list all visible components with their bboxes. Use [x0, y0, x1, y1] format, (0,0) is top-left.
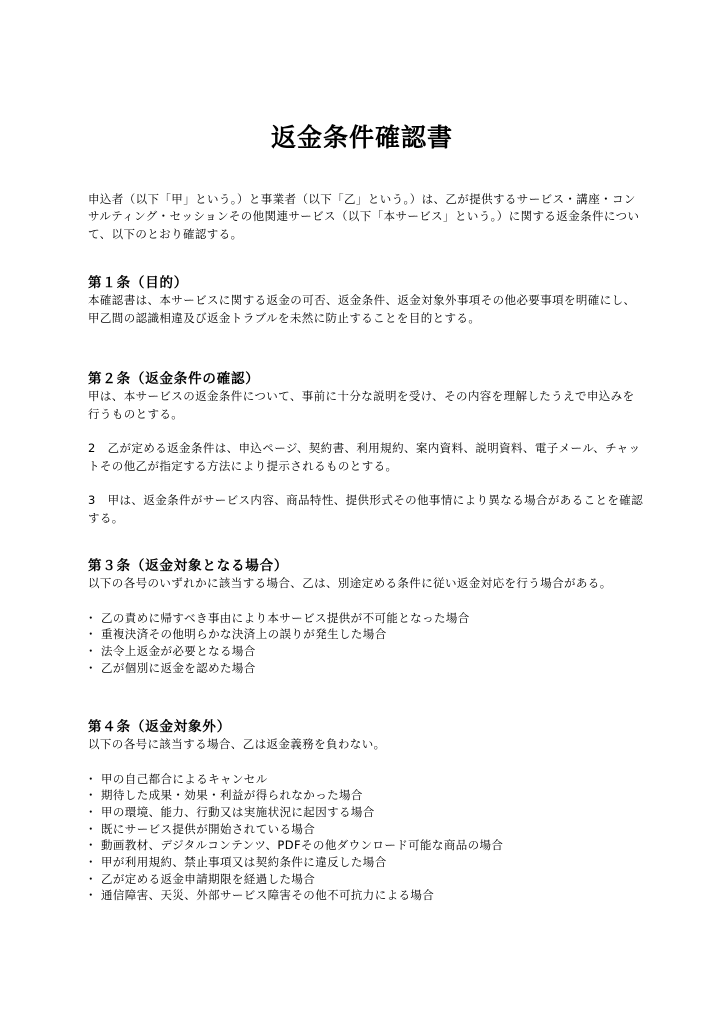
article-1 — [88, 274, 644, 327]
list-item: ・ 甲の自己都合によるキャンセル — [88, 771, 644, 788]
article-paragraph: 以下の各号のいずれかに該当する場合、乙は、別途定める条件に従い返金対応を行う場合がある。 — [88, 576, 612, 590]
article-paragraph: 2 乙が定める返金条件は、申込ページ、契約書、利用規約、案内資料、説明資料、電子メール、チャットその他乙が指定する方法により提示されるものとする。 — [88, 441, 641, 473]
document-title: 返金条件確認書 — [270, 122, 453, 152]
article-3 — [88, 557, 644, 676]
article-paragraph: 本確認書は、本サービスに関する返金の可否、返金条件、返金対象外事項その他必要事項を明確にし、甲乙間の認識相違及び返金トラブルを未然に防止することを目的とする。 — [88, 293, 636, 325]
intro-paragraph: 申込者（以下「甲」という。）と事業者（以下「乙」という。）は、乙が提供するサービス・講座・コンサルティング・セッションその他関連サービス（以下「本サービス」という。）に関する返金条件について、以下のとおり確認する。 — [88, 191, 640, 241]
article-heading: 第２条（返金条件の確認） — [88, 371, 260, 387]
article-heading: 第１条（目的） — [88, 275, 189, 291]
list-item: ・ 既にサービス提供が開始されている場合 — [88, 821, 644, 838]
list-item: ・ 乙が定める返金申請期限を経過した場合 — [88, 871, 644, 888]
list-item: ・ 甲が利用規約、禁止事項又は契約条件に違反した場合 — [88, 854, 644, 871]
article-heading: 第３条（返金対象となる場合） — [88, 558, 289, 574]
article-paragraph: 3 甲は、返金条件がサービス内容、商品特性、提供形式その他事情により異なる場合があることを確認する。 — [88, 493, 644, 525]
list-item: ・ 法令上返金が必要となる場合 — [88, 643, 644, 660]
list-item: ・ 通信障害、天災、外部サービス障害その他不可抗力による場合 — [88, 887, 644, 904]
article-paragraph: 以下の各号に該当する場合、乙は返金義務を負わない。 — [88, 737, 386, 751]
list-item: ・ 乙の責めに帰すべき事由により本サービス提供が不可能となった場合 — [88, 610, 644, 627]
article-paragraph: 甲は、本サービスの返金条件について、事前に十分な説明を受け、その内容を理解したうえで申込みを行うものとする。 — [88, 389, 635, 421]
article-heading: 第４条（返金対象外） — [88, 719, 231, 735]
list-item: ・ 甲の環境、能力、行動又は実施状況に起因する場合 — [88, 804, 644, 821]
list-item: ・ 重複決済その他明らかな決済上の誤りが発生した場合 — [88, 626, 644, 643]
list-item: ・ 動画教材、デジタルコンテンツ、PDFその他ダウンロード可能な商品の場合 — [88, 837, 644, 854]
bullet-list — [88, 771, 644, 905]
article-2 — [88, 370, 644, 527]
list-item: ・ 乙が個別に返金を認めた場合 — [88, 660, 644, 677]
bullet-list — [88, 610, 644, 677]
article-4 — [88, 718, 644, 904]
list-item: ・ 期待した成果・効果・利益が得られなかった場合 — [88, 787, 644, 804]
